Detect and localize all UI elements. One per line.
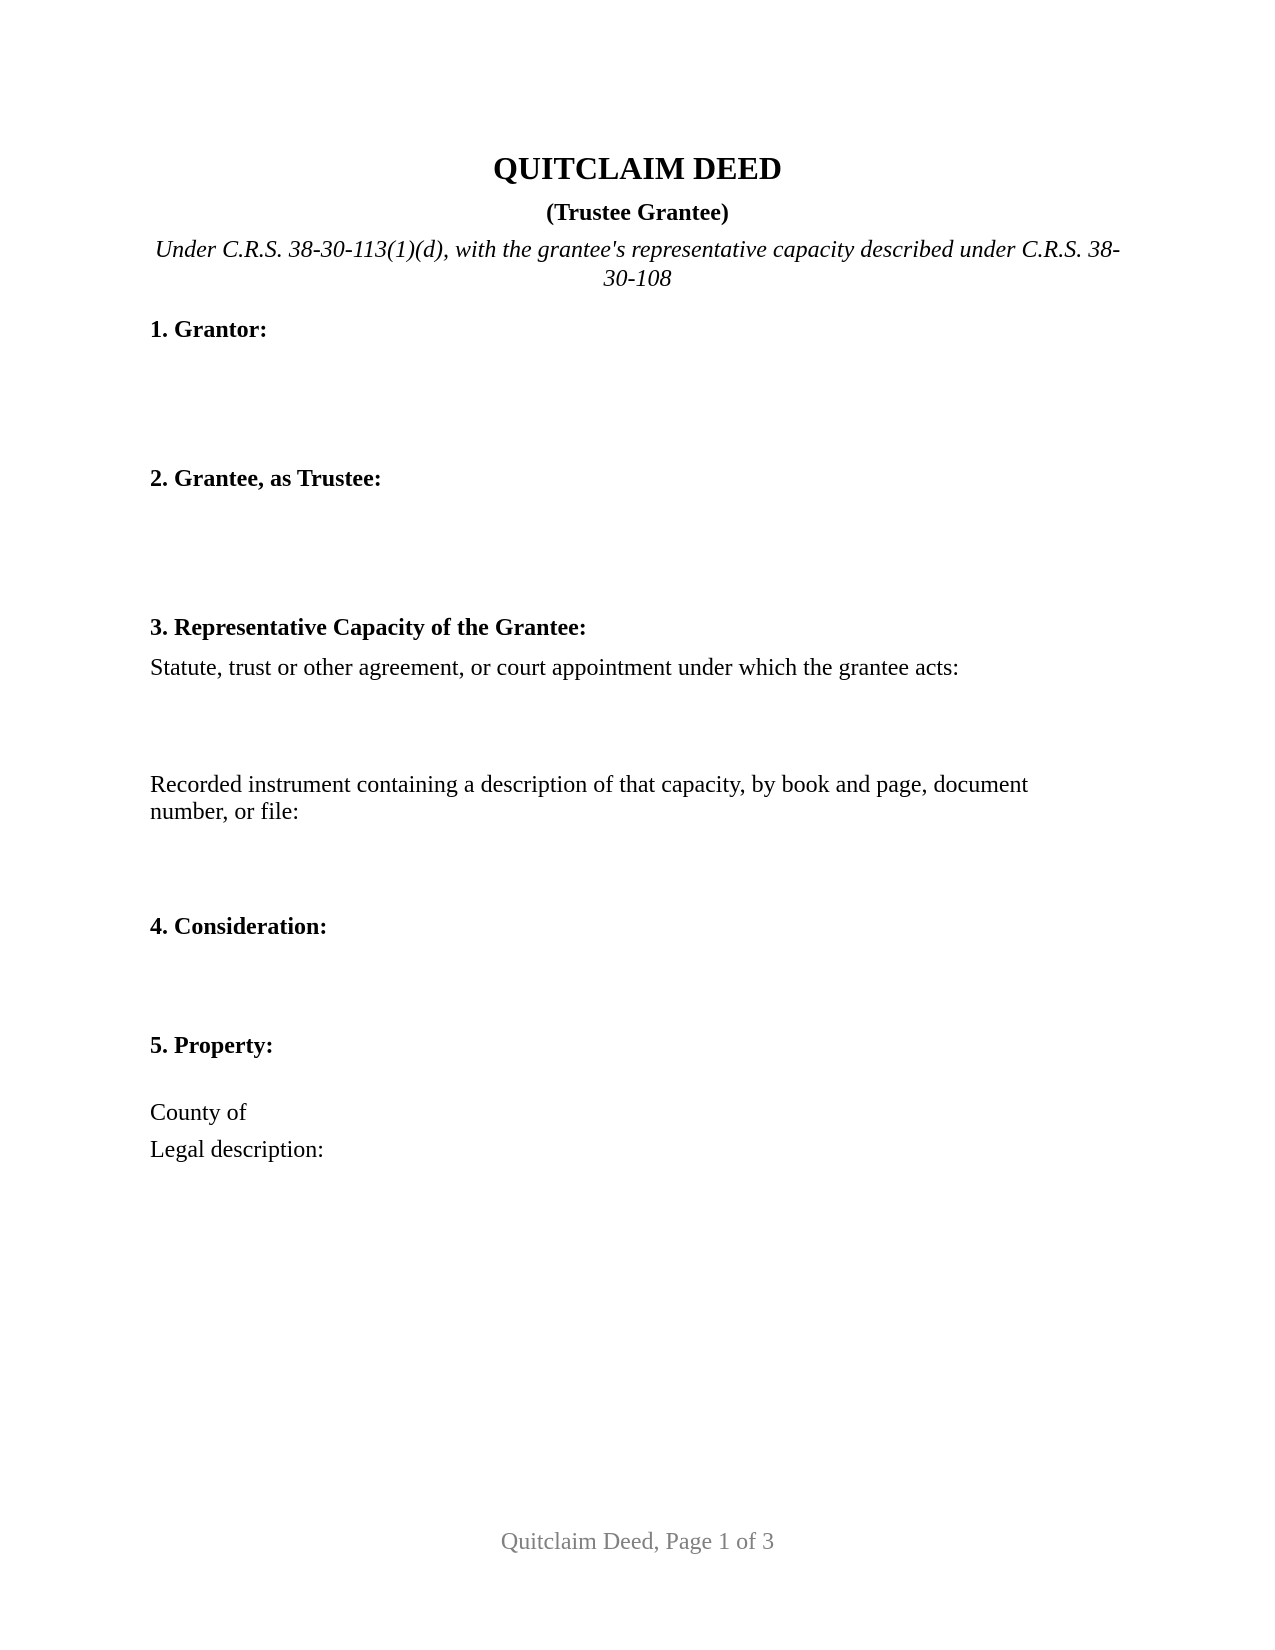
statute-note: Under C.R.S. 38-30-113(1)(d), with the grantee's representative capacity described under C.R.S. 38-30-108 [154,237,1121,292]
document-title: QUITCLAIM DEED [493,150,782,186]
page-footer: Quitclaim Deed, Page 1 of 3 [500,1529,775,1555]
grantee-heading: 2. Grantee, as Trustee: [150,466,382,492]
capacity-recorded-prompt: Recorded instrument containing a description of that capacity, by book and page, document number, or file: [150,772,1029,825]
grantor-heading: 1. Grantor: [150,317,268,343]
capacity-statute-prompt: Statute, trust or other agreement, or court appointment under which the grantee acts: [150,655,960,681]
document-subtitle: (Trustee Grantee) [546,200,729,226]
capacity-heading: 3. Representative Capacity of the Grantee: [150,615,587,641]
county-label: County of [150,1100,247,1126]
property-heading: 5. Property: [150,1033,274,1059]
legal-description-label: Legal description: [150,1137,324,1163]
consideration-heading: 4. Consideration: [150,914,328,940]
